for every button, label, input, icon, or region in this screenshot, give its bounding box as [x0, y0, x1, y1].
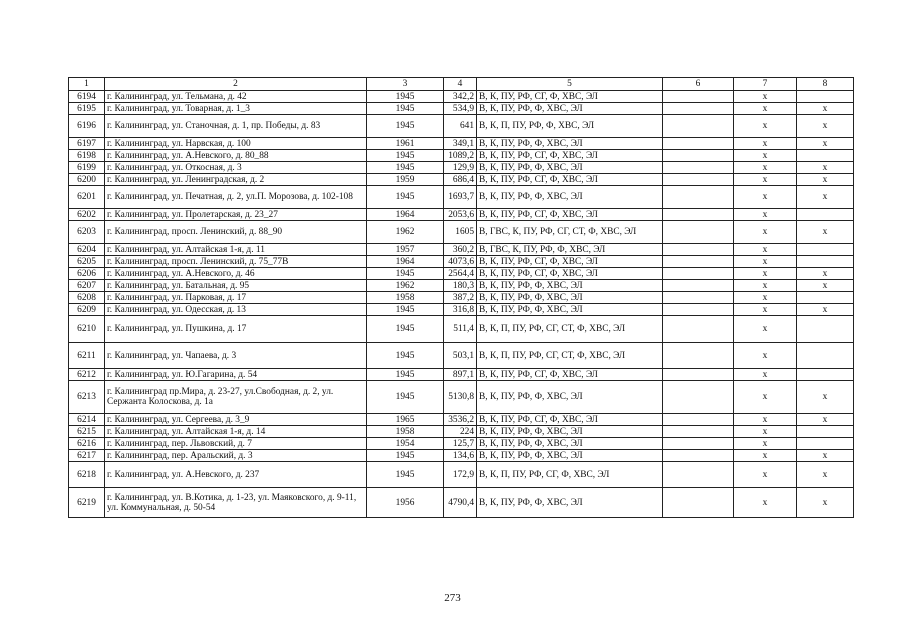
year-cell: 1956	[367, 488, 444, 518]
document-page	[68, 77, 853, 518]
column-header: 5	[477, 78, 663, 91]
row-number: 6203	[69, 221, 105, 244]
address-cell: г. Калининград, ул. А.Невского, д. 237	[105, 462, 367, 488]
address-cell: г. Калининград, ул. Откосная, д. 3	[105, 162, 367, 174]
row-number: 6210	[69, 316, 105, 343]
area-cell: 342,2	[444, 91, 477, 103]
codes-cell: В, К, П, ПУ, РФ, Ф, ХВС, ЭЛ	[477, 115, 663, 138]
row-number: 6204	[69, 244, 105, 256]
year-cell: 1964	[367, 209, 444, 221]
codes-cell: В, К, ПУ, РФ, Ф, ХВС, ЭЛ	[477, 450, 663, 462]
col6-cell	[663, 256, 734, 268]
codes-cell: В, К, ПУ, РФ, СГ, Ф, ХВС, ЭЛ	[477, 369, 663, 381]
row-number: 6213	[69, 381, 105, 414]
col7-mark: х	[734, 450, 797, 462]
col6-cell	[663, 244, 734, 256]
table-row	[69, 292, 854, 304]
col7-mark: х	[734, 256, 797, 268]
row-number: 6194	[69, 91, 105, 103]
col8-mark: х	[797, 304, 854, 316]
area-cell: 503,1	[444, 343, 477, 369]
col7-mark: х	[734, 138, 797, 150]
codes-cell: В, К, ПУ, РФ, СГ, Ф, ХВС, ЭЛ	[477, 150, 663, 162]
col6-cell	[663, 316, 734, 343]
col6-cell	[663, 150, 734, 162]
year-cell: 1961	[367, 138, 444, 150]
codes-cell: В, К, ПУ, РФ, Ф, ХВС, ЭЛ	[477, 488, 663, 518]
area-cell: 224	[444, 426, 477, 438]
col6-cell	[663, 426, 734, 438]
col7-mark: х	[734, 438, 797, 450]
address-cell: г. Калининград, ул. Батальная, д. 95	[105, 280, 367, 292]
table-row	[69, 150, 854, 162]
address-cell: г. Калининград, ул. Ю.Гагарина, д. 54	[105, 369, 367, 381]
year-cell: 1945	[367, 343, 444, 369]
year-cell: 1962	[367, 280, 444, 292]
address-cell: г. Калининград, пер. Львовский, д. 7	[105, 438, 367, 450]
row-number: 6218	[69, 462, 105, 488]
table-row	[69, 103, 854, 115]
table-body	[69, 78, 854, 518]
col7-mark: х	[734, 209, 797, 221]
area-cell: 511,4	[444, 316, 477, 343]
row-number: 6205	[69, 256, 105, 268]
col7-mark: х	[734, 488, 797, 518]
col8-mark	[797, 209, 854, 221]
column-header: 2	[105, 78, 367, 91]
col7-mark: х	[734, 115, 797, 138]
header-row	[69, 78, 854, 91]
col6-cell	[663, 369, 734, 381]
table-row	[69, 450, 854, 462]
area-cell: 4073,6	[444, 256, 477, 268]
col8-mark	[797, 91, 854, 103]
area-cell: 897,1	[444, 369, 477, 381]
col7-mark: х	[734, 381, 797, 414]
area-cell: 641	[444, 115, 477, 138]
row-number: 6214	[69, 414, 105, 426]
col8-mark	[797, 292, 854, 304]
area-cell: 134,6	[444, 450, 477, 462]
col8-mark	[797, 369, 854, 381]
address-cell: г. Калининград пр.Мира, д. 23-27, ул.Свободная, д. 2, ул. Сержанта Колоскова, д. 1а	[105, 381, 367, 414]
row-number: 6212	[69, 369, 105, 381]
col8-mark: х	[797, 186, 854, 209]
column-header: 6	[663, 78, 734, 91]
table-row	[69, 426, 854, 438]
col7-mark: х	[734, 462, 797, 488]
row-number: 6196	[69, 115, 105, 138]
col8-mark: х	[797, 488, 854, 518]
year-cell: 1945	[367, 268, 444, 280]
row-number: 6211	[69, 343, 105, 369]
year-cell: 1964	[367, 256, 444, 268]
col7-mark: х	[734, 316, 797, 343]
table-row	[69, 381, 854, 414]
codes-cell: В, К, ПУ, РФ, СГ, Ф, ХВС, ЭЛ	[477, 209, 663, 221]
address-cell: г. Калининград, ул. Одесская, д. 13	[105, 304, 367, 316]
col7-mark: х	[734, 103, 797, 115]
codes-cell: В, К, П, ПУ, РФ, СГ, СТ, Ф, ХВС, ЭЛ	[477, 343, 663, 369]
row-number: 6195	[69, 103, 105, 115]
table-row	[69, 343, 854, 369]
col8-mark	[797, 316, 854, 343]
year-cell: 1945	[367, 304, 444, 316]
area-cell: 360,2	[444, 244, 477, 256]
address-cell: г. Калининград, ул. Сергеева, д. 3_9	[105, 414, 367, 426]
table-row	[69, 316, 854, 343]
housing-table	[68, 77, 854, 518]
year-cell: 1965	[367, 414, 444, 426]
year-cell: 1957	[367, 244, 444, 256]
address-cell: г. Калининград, ул. В.Котика, д. 1-23, ул. Маяковского, д. 9-11, ул. Коммунальная, д. 50-54	[105, 488, 367, 518]
col8-mark: х	[797, 414, 854, 426]
table-row	[69, 244, 854, 256]
table-row	[69, 186, 854, 209]
col8-mark	[797, 343, 854, 369]
year-cell: 1962	[367, 221, 444, 244]
codes-cell: В, ГВС, К, ПУ, РФ, СГ, СТ, Ф, ХВС, ЭЛ	[477, 221, 663, 244]
table-row	[69, 304, 854, 316]
row-number: 6215	[69, 426, 105, 438]
col6-cell	[663, 438, 734, 450]
area-cell: 180,3	[444, 280, 477, 292]
table-row	[69, 488, 854, 518]
area-cell: 2564,4	[444, 268, 477, 280]
address-cell: г. Калининград, ул. Ленинградская, д. 2	[105, 174, 367, 186]
table-row	[69, 209, 854, 221]
col8-mark	[797, 150, 854, 162]
table-row	[69, 162, 854, 174]
codes-cell: В, К, ПУ, РФ, СГ, Ф, ХВС, ЭЛ	[477, 414, 663, 426]
address-cell: г. Калининград, ул. А.Невского, д. 46	[105, 268, 367, 280]
address-cell: г. Калининград, ул. Нарвская, д. 100	[105, 138, 367, 150]
address-cell: г. Калининград, пер. Аральский, д. 3	[105, 450, 367, 462]
col6-cell	[663, 221, 734, 244]
codes-cell: В, К, П, ПУ, РФ, СГ, СТ, Ф, ХВС, ЭЛ	[477, 316, 663, 343]
column-header: 1	[69, 78, 105, 91]
column-header: 8	[797, 78, 854, 91]
area-cell: 534,9	[444, 103, 477, 115]
column-header: 7	[734, 78, 797, 91]
col8-mark: х	[797, 280, 854, 292]
year-cell: 1945	[367, 450, 444, 462]
codes-cell: В, К, ПУ, РФ, Ф, ХВС, ЭЛ	[477, 103, 663, 115]
codes-cell: В, К, ПУ, РФ, Ф, ХВС, ЭЛ	[477, 280, 663, 292]
col8-mark	[797, 244, 854, 256]
col7-mark: х	[734, 162, 797, 174]
col8-mark: х	[797, 450, 854, 462]
col7-mark: х	[734, 244, 797, 256]
col6-cell	[663, 91, 734, 103]
area-cell: 316,8	[444, 304, 477, 316]
table-row	[69, 462, 854, 488]
col7-mark: х	[734, 343, 797, 369]
col7-mark: х	[734, 268, 797, 280]
col6-cell	[663, 462, 734, 488]
codes-cell: В, К, ПУ, РФ, СГ, Ф, ХВС, ЭЛ	[477, 91, 663, 103]
col8-mark: х	[797, 381, 854, 414]
address-cell: г. Калининград, ул. Тельмана, д. 42	[105, 91, 367, 103]
address-cell: г. Калининград, ул. Алтайская 1-я, д. 11	[105, 244, 367, 256]
col8-mark	[797, 426, 854, 438]
area-cell: 2053,6	[444, 209, 477, 221]
column-header: 3	[367, 78, 444, 91]
col6-cell	[663, 292, 734, 304]
address-cell: г. Калининград, ул. Алтайская 1-я, д. 14	[105, 426, 367, 438]
codes-cell: В, К, ПУ, РФ, Ф, ХВС, ЭЛ	[477, 186, 663, 209]
col6-cell	[663, 343, 734, 369]
col6-cell	[663, 268, 734, 280]
area-cell: 5130,8	[444, 381, 477, 414]
row-number: 6198	[69, 150, 105, 162]
col6-cell	[663, 304, 734, 316]
col8-mark	[797, 256, 854, 268]
col6-cell	[663, 414, 734, 426]
row-number: 6216	[69, 438, 105, 450]
year-cell: 1945	[367, 150, 444, 162]
address-cell: г. Калининград, ул. Парковая, д. 17	[105, 292, 367, 304]
year-cell: 1958	[367, 292, 444, 304]
year-cell: 1945	[367, 103, 444, 115]
col7-mark: х	[734, 414, 797, 426]
codes-cell: В, К, П, ПУ, РФ, СГ, Ф, ХВС, ЭЛ	[477, 462, 663, 488]
address-cell: г. Калининград, ул. Чапаева, д. 3	[105, 343, 367, 369]
col7-mark: х	[734, 91, 797, 103]
page-number: 273	[444, 592, 461, 604]
col8-mark	[797, 438, 854, 450]
row-number: 6209	[69, 304, 105, 316]
col6-cell	[663, 381, 734, 414]
codes-cell: В, К, ПУ, РФ, СГ, Ф, ХВС, ЭЛ	[477, 268, 663, 280]
year-cell: 1945	[367, 91, 444, 103]
col7-mark: х	[734, 221, 797, 244]
table-row	[69, 221, 854, 244]
table-row	[69, 414, 854, 426]
row-number: 6202	[69, 209, 105, 221]
table-row	[69, 91, 854, 103]
row-number: 6219	[69, 488, 105, 518]
year-cell: 1945	[367, 162, 444, 174]
row-number: 6208	[69, 292, 105, 304]
col8-mark: х	[797, 115, 854, 138]
col7-mark: х	[734, 369, 797, 381]
year-cell: 1945	[367, 462, 444, 488]
col6-cell	[663, 186, 734, 209]
address-cell: г. Калининград, ул. А.Невского, д. 80_88	[105, 150, 367, 162]
col7-mark: х	[734, 292, 797, 304]
codes-cell: В, К, ПУ, РФ, Ф, ХВС, ЭЛ	[477, 292, 663, 304]
col8-mark: х	[797, 174, 854, 186]
col8-mark: х	[797, 221, 854, 244]
table-row	[69, 369, 854, 381]
row-number: 6197	[69, 138, 105, 150]
area-cell: 349,1	[444, 138, 477, 150]
col8-mark: х	[797, 138, 854, 150]
row-number: 6206	[69, 268, 105, 280]
table-row	[69, 280, 854, 292]
address-cell: г. Калининград, ул. Товарная, д. 1_3	[105, 103, 367, 115]
col6-cell	[663, 488, 734, 518]
col8-mark: х	[797, 103, 854, 115]
col6-cell	[663, 115, 734, 138]
address-cell: г. Калининград, ул. Пролетарская, д. 23_27	[105, 209, 367, 221]
col7-mark: х	[734, 174, 797, 186]
table-row	[69, 268, 854, 280]
codes-cell: В, К, ПУ, РФ, Ф, ХВС, ЭЛ	[477, 304, 663, 316]
codes-cell: В, К, ПУ, РФ, Ф, ХВС, ЭЛ	[477, 381, 663, 414]
year-cell: 1945	[367, 369, 444, 381]
codes-cell: В, ГВС, К, ПУ, РФ, Ф, ХВС, ЭЛ	[477, 244, 663, 256]
row-number: 6207	[69, 280, 105, 292]
row-number: 6201	[69, 186, 105, 209]
col7-mark: х	[734, 426, 797, 438]
col8-mark: х	[797, 162, 854, 174]
col7-mark: х	[734, 304, 797, 316]
col6-cell	[663, 209, 734, 221]
table-row	[69, 115, 854, 138]
column-header: 4	[444, 78, 477, 91]
area-cell: 125,7	[444, 438, 477, 450]
col8-mark: х	[797, 268, 854, 280]
table-row	[69, 138, 854, 150]
address-cell: г. Калининград, ул. Станочная, д. 1, пр. Победы, д. 83	[105, 115, 367, 138]
codes-cell: В, К, ПУ, РФ, СГ, Ф, ХВС, ЭЛ	[477, 256, 663, 268]
col6-cell	[663, 103, 734, 115]
col8-mark: х	[797, 462, 854, 488]
col7-mark: х	[734, 186, 797, 209]
area-cell: 172,9	[444, 462, 477, 488]
codes-cell: В, К, ПУ, РФ, СГ, Ф, ХВС, ЭЛ	[477, 174, 663, 186]
col6-cell	[663, 174, 734, 186]
col7-mark: х	[734, 280, 797, 292]
col6-cell	[663, 162, 734, 174]
area-cell: 129,9	[444, 162, 477, 174]
address-cell: г. Калининград, ул. Печатная, д. 2, ул.П. Морозова, д. 102-108	[105, 186, 367, 209]
table-row	[69, 256, 854, 268]
col7-mark: х	[734, 150, 797, 162]
year-cell: 1945	[367, 381, 444, 414]
table-row	[69, 174, 854, 186]
col6-cell	[663, 450, 734, 462]
table-row	[69, 438, 854, 450]
area-cell: 387,2	[444, 292, 477, 304]
year-cell: 1958	[367, 426, 444, 438]
area-cell: 4790,4	[444, 488, 477, 518]
year-cell: 1954	[367, 438, 444, 450]
codes-cell: В, К, ПУ, РФ, Ф, ХВС, ЭЛ	[477, 162, 663, 174]
address-cell: г. Калининград, просп. Ленинский, д. 88_90	[105, 221, 367, 244]
year-cell: 1945	[367, 186, 444, 209]
area-cell: 686,4	[444, 174, 477, 186]
col6-cell	[663, 280, 734, 292]
area-cell: 1089,2	[444, 150, 477, 162]
codes-cell: В, К, ПУ, РФ, Ф, ХВС, ЭЛ	[477, 426, 663, 438]
col6-cell	[663, 138, 734, 150]
year-cell: 1959	[367, 174, 444, 186]
address-cell: г. Калининград, ул. Пушкина, д. 17	[105, 316, 367, 343]
row-number: 6199	[69, 162, 105, 174]
area-cell: 3536,2	[444, 414, 477, 426]
row-number: 6217	[69, 450, 105, 462]
row-number: 6200	[69, 174, 105, 186]
codes-cell: В, К, ПУ, РФ, Ф, ХВС, ЭЛ	[477, 438, 663, 450]
codes-cell: В, К, ПУ, РФ, Ф, ХВС, ЭЛ	[477, 138, 663, 150]
year-cell: 1945	[367, 115, 444, 138]
address-cell: г. Калининград, просп. Ленинский, д. 75_77В	[105, 256, 367, 268]
area-cell: 1693,7	[444, 186, 477, 209]
year-cell: 1945	[367, 316, 444, 343]
area-cell: 1605	[444, 221, 477, 244]
